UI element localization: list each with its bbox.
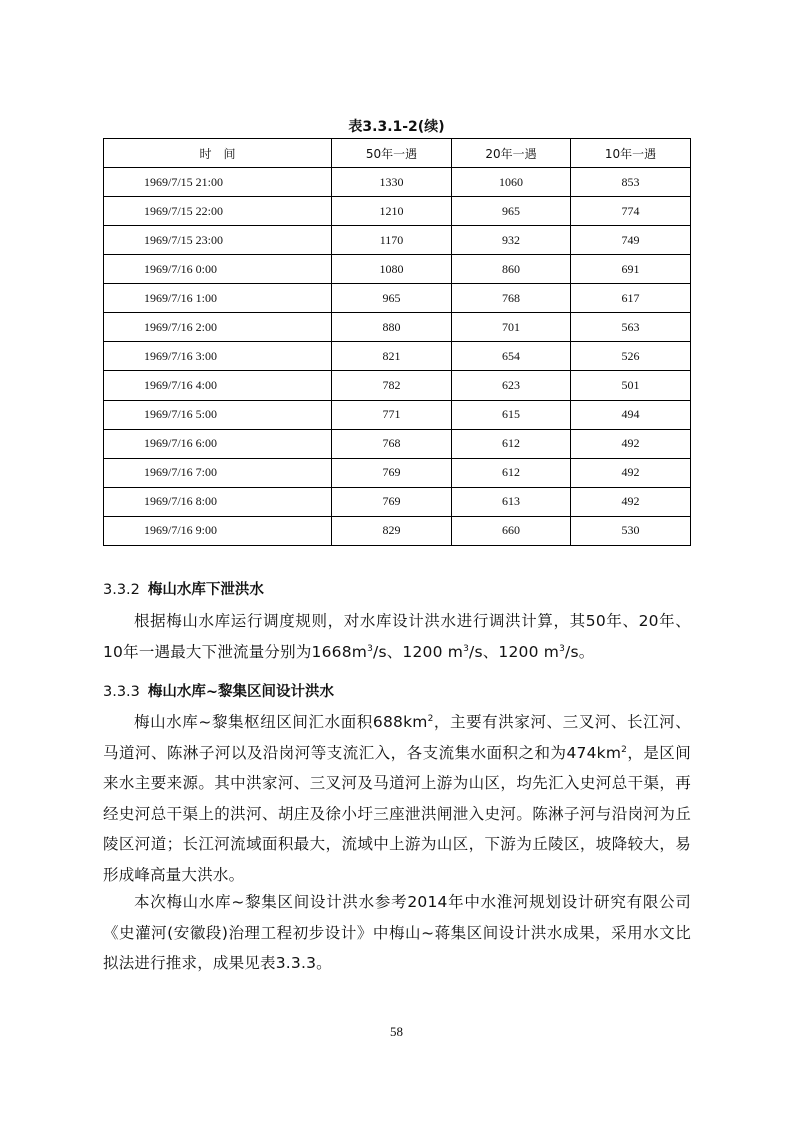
flow-cell: 615: [452, 400, 571, 429]
text-run: ，主要有洪家河、三叉河、长江河、马道河、陈淋子河以及沿岗河等支流汇入，各支流集水面积之和为474km: [103, 713, 691, 762]
time-cell: 1969/7/16 9:00: [104, 516, 332, 545]
time-cell: 1969/7/16 4:00: [104, 371, 332, 400]
table-caption: 表3.3.1-2(续): [348, 119, 445, 135]
time-cell: 1969/7/16 0:00: [104, 255, 332, 284]
text-run: ，是区间来水主要来源。其中洪家河、三叉河及马道河上游为山区，均先汇入史河总干渠，再经史河总干渠上的洪河、胡庄及徐小圩三座泄洪闸泄入史河。陈淋子河与沿岗河为丘陵区河道；长江河流域面积最大，流域中上游为山区，下游为丘陵区，坡降较大，易形成峰高量大洪水。: [103, 743, 691, 884]
text-run: /s。: [565, 642, 595, 661]
table-row: [104, 429, 691, 458]
flow-cell: 492: [571, 429, 691, 458]
flow-cell: 691: [571, 255, 691, 284]
time-cell: 1969/7/16 7:00: [104, 458, 332, 487]
table-row: [104, 342, 691, 371]
header-50yr: 50年一遇: [332, 139, 452, 168]
text-run: /s、1200 m: [469, 642, 560, 661]
table-row: [104, 371, 691, 400]
time-cell: 1969/7/16 8:00: [104, 487, 332, 516]
paragraph-discharge: [103, 606, 691, 667]
flow-cell: 617: [571, 284, 691, 313]
time-cell: 1969/7/16 2:00: [104, 313, 332, 342]
flow-cell: 526: [571, 342, 691, 371]
text-run: 根据梅山水库运行调度规则，对水库设计洪水进行调洪计算，其50年、20年、10年一遇最大下泄流量分别为1668m: [103, 612, 691, 661]
superscript: 3: [463, 643, 470, 654]
superscript: 2: [621, 744, 628, 755]
table-row: [104, 313, 691, 342]
flow-cell: 613: [452, 487, 571, 516]
flow-cell: 660: [452, 516, 571, 545]
table-row: [104, 226, 691, 255]
text-run: 梅山水库~黎集枢纽区间汇水面积688km: [134, 713, 428, 731]
flow-cell: 530: [571, 516, 691, 545]
flow-cell: 769: [332, 458, 452, 487]
table-row: [104, 197, 691, 226]
flow-cell: 492: [571, 458, 691, 487]
section-number: 3.3.2: [103, 582, 140, 598]
flow-cell: 1330: [332, 168, 452, 197]
table-header-row: [104, 139, 691, 168]
flow-cell: 768: [332, 429, 452, 458]
time-cell: 1969/7/16 5:00: [104, 400, 332, 429]
superscript: 3: [559, 643, 566, 654]
time-cell: 1969/7/15 23:00: [104, 226, 332, 255]
flow-cell: 654: [452, 342, 571, 371]
flood-data-table: [103, 138, 691, 546]
flow-cell: 860: [452, 255, 571, 284]
flow-cell: 880: [332, 313, 452, 342]
flow-cell: 563: [571, 313, 691, 342]
section-title: 梅山水库下泄洪水: [147, 582, 264, 598]
section-title: 梅山水库~黎集区间设计洪水: [147, 684, 335, 700]
flow-cell: 821: [332, 342, 452, 371]
time-cell: 1969/7/16 3:00: [104, 342, 332, 371]
flow-cell: 492: [571, 487, 691, 516]
flow-cell: 623: [452, 371, 571, 400]
flow-cell: 965: [332, 284, 452, 313]
flow-cell: 612: [452, 458, 571, 487]
flow-cell: 1170: [332, 226, 452, 255]
table-row: [104, 255, 691, 284]
time-cell: 1969/7/15 21:00: [104, 168, 332, 197]
flow-cell: 1060: [452, 168, 571, 197]
header-10yr: 10年一遇: [571, 139, 691, 168]
section-heading-3-3-3: [103, 680, 334, 701]
table-row: [104, 400, 691, 429]
flow-cell: 1080: [332, 255, 452, 284]
flow-cell: 494: [571, 400, 691, 429]
header-time: 时 间: [104, 139, 332, 168]
flow-cell: 829: [332, 516, 452, 545]
time-cell: 1969/7/16 1:00: [104, 284, 332, 313]
section-number: 3.3.3: [103, 684, 140, 700]
text-run: /s、1200 m: [373, 642, 464, 661]
time-cell: 1969/7/16 6:00: [104, 429, 332, 458]
superscript: 3: [367, 643, 374, 654]
table-row: [104, 487, 691, 516]
flow-cell: 932: [452, 226, 571, 255]
table-row: [104, 168, 691, 197]
flow-cell: 1210: [332, 197, 452, 226]
section-heading-3-3-2: [103, 578, 264, 599]
flow-cell: 853: [571, 168, 691, 197]
table-row: [104, 284, 691, 313]
flow-cell: 501: [571, 371, 691, 400]
flow-cell: 701: [452, 313, 571, 342]
flow-cell: 774: [571, 197, 691, 226]
flow-cell: 749: [571, 226, 691, 255]
flow-cell: 771: [332, 400, 452, 429]
paragraph-method: 本次梅山水库~黎集区间设计洪水参考2014年中水淮河规划设计研究有限公司《史灌河(安徽段)治理工程初步设计》中梅山~蒋集区间设计洪水成果，采用水文比拟法进行推求，成果见表3.3.3。: [103, 893, 691, 972]
header-20yr: 20年一遇: [452, 139, 571, 168]
flow-cell: 768: [452, 284, 571, 313]
page-number: 58: [390, 1024, 403, 1039]
superscript: 2: [427, 713, 434, 724]
table-row: [104, 516, 691, 545]
paragraph-interval-basin: [103, 707, 691, 890]
table-row: [104, 458, 691, 487]
time-cell: 1969/7/15 22:00: [104, 197, 332, 226]
flow-cell: 769: [332, 487, 452, 516]
flow-cell: 965: [452, 197, 571, 226]
flow-cell: 612: [452, 429, 571, 458]
flow-cell: 782: [332, 371, 452, 400]
